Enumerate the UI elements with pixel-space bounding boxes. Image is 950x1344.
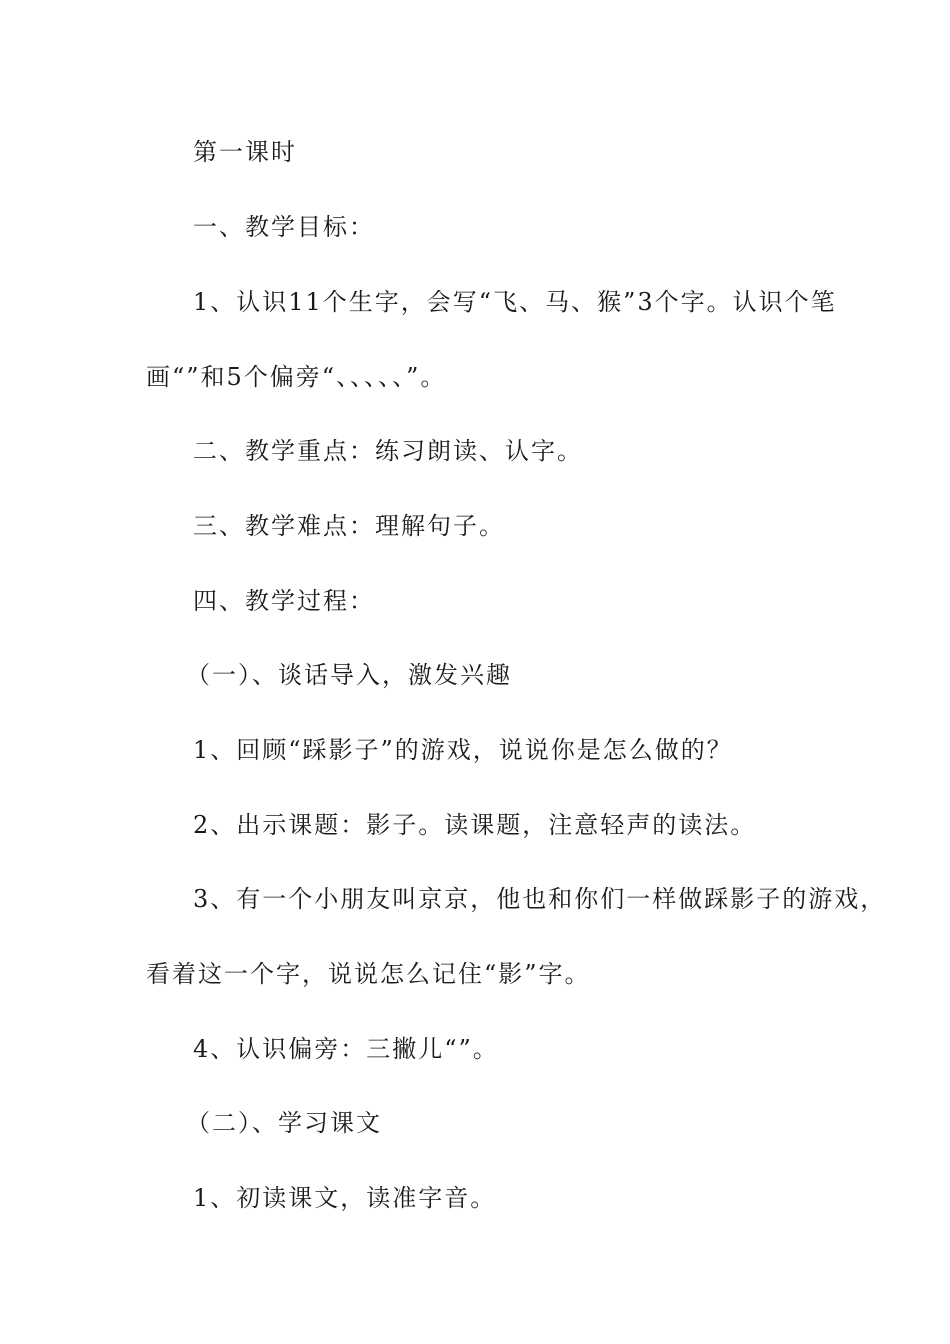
paragraph-step-3: 3、有一个小朋友叫京京，他也和你们一样做踩影子的游戏， xyxy=(193,885,887,913)
paragraph-step-4: 4、认识偏旁：三撇儿“”。 xyxy=(193,1035,499,1063)
subsection-heading-study: （二）、学习课文 xyxy=(186,1109,382,1137)
section-heading-objectives: 一、教学目标： xyxy=(193,213,375,241)
lesson-heading: 第一课时 xyxy=(193,138,297,166)
paragraph-step-1: 1、回顾“踩影子”的游戏，说说你是怎么做的？ xyxy=(193,736,733,764)
paragraph-objective-1: 1、认识11个生字，会写“飞、马、猴”3个字。认识个笔 xyxy=(193,288,837,316)
paragraph-step-3-continued: 看着这一个字，说说怎么记住“影”字。 xyxy=(146,960,591,988)
paragraph-step-2: 2、出示课题：影子。读课题，注意轻声的读法。 xyxy=(193,811,757,839)
subsection-heading-intro: （一）、谈话导入，激发兴趣 xyxy=(186,661,512,689)
section-heading-process: 四、教学过程： xyxy=(193,587,375,615)
paragraph-objective-1-continued: 画“”和5个偏旁“、、、、、”。 xyxy=(146,363,447,391)
section-heading-key-points: 二、教学重点：练习朗读、认字。 xyxy=(193,437,583,465)
paragraph-study-step-1: 1、初读课文，读准字音。 xyxy=(193,1184,497,1212)
section-heading-difficulties: 三、教学难点：理解句子。 xyxy=(193,512,505,540)
